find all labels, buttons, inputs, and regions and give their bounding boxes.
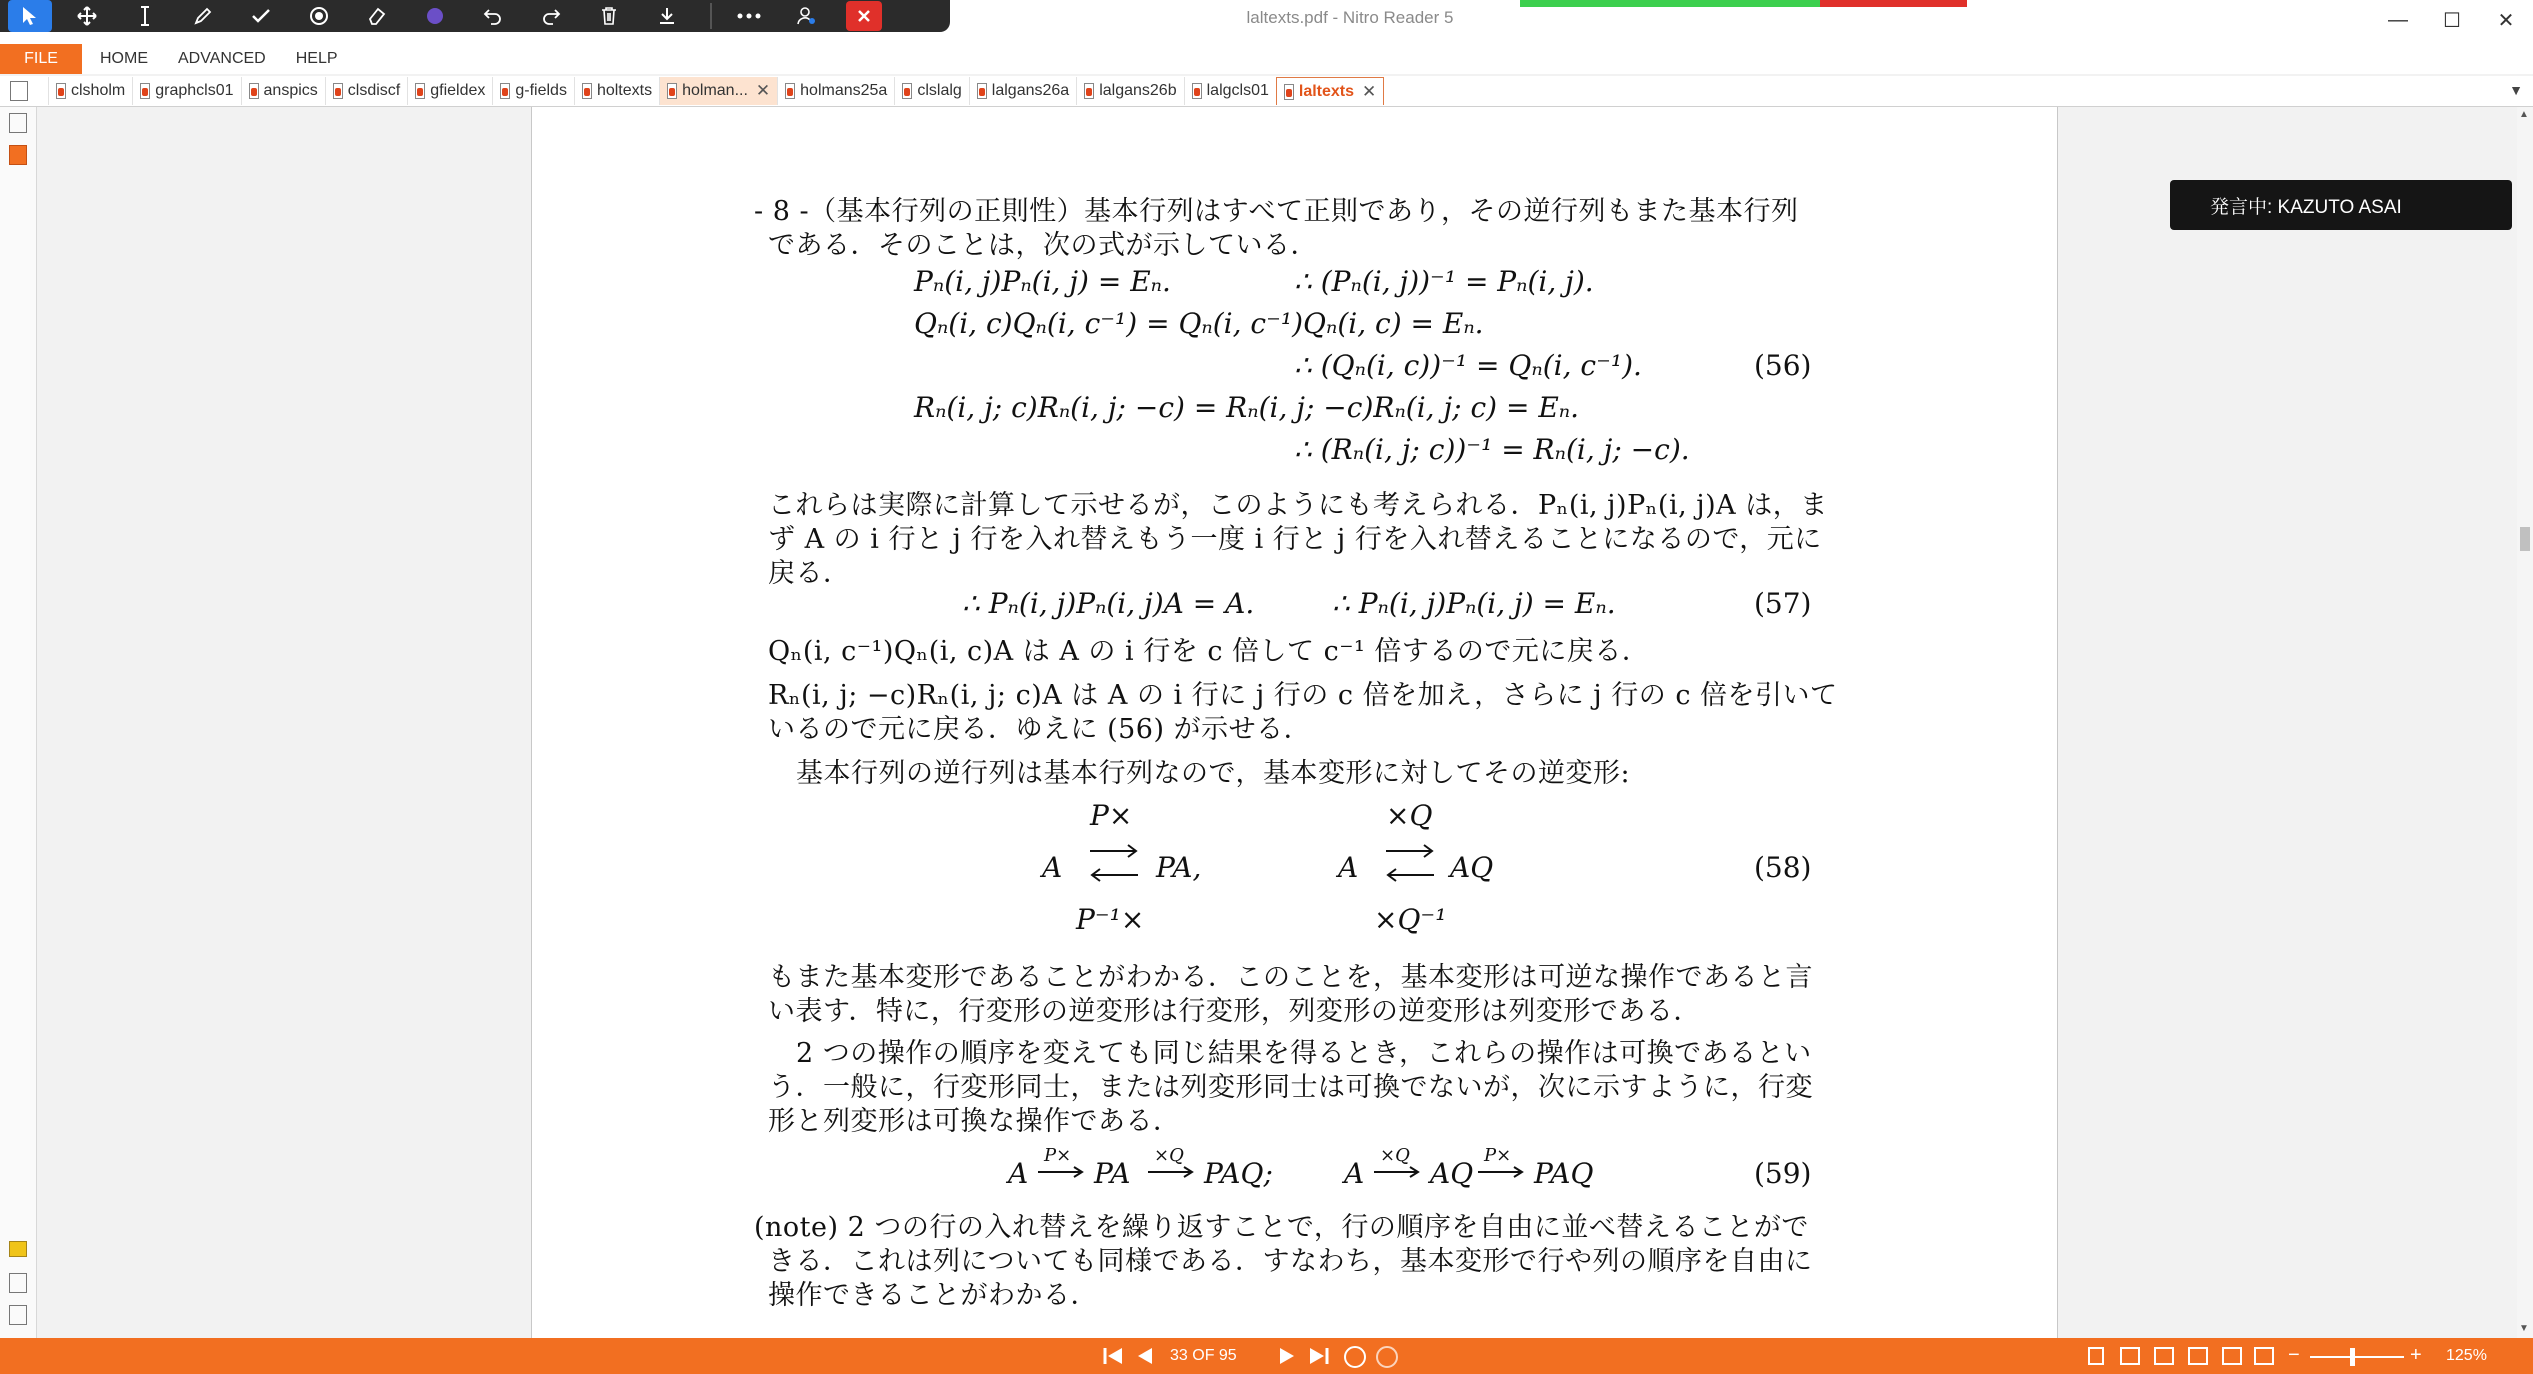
status-bar bbox=[0, 1338, 2533, 1374]
first-page-icon[interactable] bbox=[1102, 1344, 1124, 1368]
equation-number: (59) bbox=[1754, 1157, 1812, 1190]
pdf-icon bbox=[56, 83, 66, 99]
close-window-button[interactable]: ✕ bbox=[2497, 9, 2515, 32]
tab-g-fields[interactable]: g-fields bbox=[492, 77, 574, 105]
pdf-icon bbox=[500, 83, 510, 99]
annotation-toolbar bbox=[0, 0, 950, 32]
pdf-icon bbox=[249, 83, 259, 99]
previous-page-icon[interactable] bbox=[1136, 1344, 1154, 1368]
paragraph-line: 形と列変形は可換な操作である． bbox=[768, 1106, 1181, 1137]
paragraph-line: きる．これは列についても同様である．すなわち，基本変形で行や列の順序を自由に bbox=[768, 1246, 1813, 1277]
zoom-slider-thumb[interactable] bbox=[2350, 1348, 2355, 1366]
tab-laltexts[interactable]: laltexts ✕ bbox=[1276, 77, 1384, 105]
diagram-label: AQ bbox=[1450, 851, 1494, 884]
equation: ∴ Pₙ(i, j)Pₙ(i, j) = Eₙ. bbox=[1332, 587, 1616, 620]
document-viewer[interactable] bbox=[37, 107, 2517, 1338]
menu-help[interactable]: HELP bbox=[295, 50, 338, 67]
equation: Qₙ(i, c)Qₙ(i, c⁻¹) = Qₙ(i, c⁻¹)Qₙ(i, c) = Eₙ. bbox=[914, 307, 1484, 340]
tab-holman[interactable]: holman... ✕ bbox=[659, 77, 777, 105]
equation-term: AQ bbox=[1430, 1157, 1474, 1190]
diagram-label: PA, bbox=[1156, 851, 1202, 884]
paragraph-line: ず A の i 行と j 行を入れ替えもう一度 i 行と j 行を入れ替えることになるので，元に bbox=[768, 524, 1822, 555]
color-picker-icon[interactable] bbox=[412, 0, 458, 32]
toolbar-separator bbox=[710, 3, 712, 29]
paragraph-line: これらは実際に計算して示せるが，このようにも考えられる．Pₙ(i, j)Pₙ(i, j)A は，ま bbox=[768, 490, 1828, 521]
stamp-icon[interactable] bbox=[296, 0, 342, 32]
paragraph-line: いるので元に戻る．ゆえに (56) が示せる． bbox=[768, 714, 1312, 745]
paragraph-line: Qₙ(i, c⁻¹)Qₙ(i, c)A は A の i 行を c 倍して c⁻¹ 倍するので元に戻る． bbox=[768, 636, 1650, 667]
equation-number: (57) bbox=[1754, 587, 1812, 620]
pdf-icon bbox=[667, 83, 677, 99]
equation-term: PAQ; bbox=[1204, 1157, 1273, 1190]
text-cursor-icon[interactable] bbox=[122, 0, 168, 32]
tab-anspics[interactable]: anspics bbox=[241, 77, 325, 105]
pdf-icon bbox=[1284, 84, 1294, 100]
download-icon[interactable] bbox=[644, 0, 690, 32]
arrow-label: ×Q bbox=[1380, 1145, 1410, 1166]
arrow-label: ×Q bbox=[1154, 1145, 1184, 1166]
right-arrow-icon bbox=[1146, 1165, 1196, 1179]
paragraph-line: もまた基本変形であることがわかる．このことを，基本変形は可逆な操作であると言 bbox=[768, 962, 1813, 993]
pen-icon[interactable] bbox=[180, 0, 226, 32]
paragraph-line: 操作できることがわかる． bbox=[768, 1280, 1098, 1311]
equation: ∴ Pₙ(i, j)Pₙ(i, j)A = A. bbox=[962, 587, 1255, 620]
pdf-icon bbox=[902, 83, 912, 99]
pdf-icon bbox=[977, 83, 987, 99]
tab-graphcls01[interactable]: graphcls01 bbox=[132, 77, 240, 105]
equation: ∴ (Qₙ(i, c))⁻¹ = Qₙ(i, c⁻¹). bbox=[1294, 349, 1642, 382]
pdf-icon bbox=[582, 83, 592, 99]
equation-term: PAQ bbox=[1534, 1157, 1594, 1190]
menu-advanced[interactable]: ADVANCED bbox=[178, 50, 266, 67]
double-arrow-icon bbox=[1384, 841, 1436, 885]
tab-lalgans26a[interactable]: lalgans26a bbox=[969, 77, 1076, 105]
tab-close-icon[interactable]: ✕ bbox=[1362, 81, 1377, 101]
paragraph-line: 戻る． bbox=[768, 558, 851, 589]
diagram-label: P⁻¹× bbox=[1076, 903, 1145, 936]
tab-lalgcls01[interactable]: lalgcls01 bbox=[1184, 77, 1276, 105]
scroll-down-icon[interactable]: ▼ bbox=[2519, 1323, 2529, 1334]
minimize-button[interactable]: — bbox=[2388, 8, 2408, 31]
right-arrow-icon bbox=[1036, 1165, 1086, 1179]
diagram-label: P× bbox=[1090, 799, 1133, 832]
tab-clsdiscf[interactable]: clsdiscf bbox=[325, 77, 407, 105]
previous-view-icon[interactable] bbox=[1344, 1346, 1366, 1368]
document-tab-bar bbox=[0, 76, 2533, 107]
menu-bar bbox=[0, 44, 2533, 74]
pages-panel-icon[interactable] bbox=[9, 113, 27, 133]
scroll-up-icon[interactable]: ▲ bbox=[2519, 109, 2529, 120]
paragraph-line: - 8 -（基本行列の正則性）基本行列はすべて正則であり，その逆行列もまた基本行列 bbox=[754, 196, 1799, 227]
last-page-icon[interactable] bbox=[1308, 1344, 1330, 1368]
select-tool-icon[interactable] bbox=[8, 0, 52, 32]
paragraph-line: う．一般に，行変形同士，または列変形同士は可換でないが，次に示すように，行変 bbox=[768, 1072, 1813, 1103]
continuous-view-icon[interactable] bbox=[2120, 1347, 2140, 1365]
diagram-label: ×Q⁻¹ bbox=[1374, 903, 1447, 936]
paragraph-line: Rₙ(i, j; −c)Rₙ(i, j; c)A は A の i 行に j 行の c 倍を加え，さらに j 行の c 倍を引いて bbox=[768, 680, 1838, 711]
comments-panel-icon[interactable] bbox=[9, 1241, 27, 1257]
paragraph-line: 基本行列の逆行列は基本行列なので，基本変形に対してその逆変形: bbox=[796, 758, 1631, 789]
pdf-icon bbox=[1192, 83, 1202, 99]
page-indicator[interactable]: 33 OF 95 bbox=[1170, 1347, 1237, 1364]
arrow-label: P× bbox=[1044, 1145, 1072, 1166]
zoom-out-button[interactable]: − bbox=[2288, 1344, 2300, 1366]
tab-close-icon[interactable]: ✕ bbox=[755, 81, 771, 100]
diagram-label: A bbox=[1042, 851, 1063, 884]
tab-gfieldex[interactable]: gfieldex bbox=[407, 77, 492, 105]
continuous-facing-view-icon[interactable] bbox=[2188, 1347, 2208, 1365]
right-arrow-icon bbox=[1476, 1165, 1526, 1179]
diagram-label: A bbox=[1338, 851, 1359, 884]
pdf-icon bbox=[140, 83, 150, 99]
window-title: laltexts.pdf - Nitro Reader 5 bbox=[1246, 8, 1454, 27]
title-bar bbox=[0, 0, 2533, 48]
paragraph-line: (note) 2 つの行の入れ替えを繰り返すことで，行の順序を自由に並べ替えることがで bbox=[754, 1212, 1809, 1243]
left-side-panel bbox=[0, 107, 37, 1338]
arrow-label: P× bbox=[1484, 1145, 1512, 1166]
equation: Pₙ(i, j)Pₙ(i, j) = Eₙ. bbox=[914, 265, 1171, 298]
tab-lalgans26b[interactable]: lalgans26b bbox=[1076, 77, 1183, 105]
zoom-in-button[interactable]: + bbox=[2410, 1344, 2422, 1366]
menu-file[interactable]: FILE bbox=[0, 44, 82, 74]
paragraph-line: い表す．特に，行変形の逆変形は行変形，列変形の逆変形は列変形である． bbox=[768, 996, 1701, 1027]
equation-term: PA bbox=[1094, 1157, 1131, 1190]
equation: ∴ (Rₙ(i, j; c))⁻¹ = Rₙ(i, j; −c). bbox=[1294, 433, 1690, 466]
tab-holtexts[interactable]: holtexts bbox=[574, 77, 659, 105]
checkmark-icon[interactable] bbox=[238, 0, 284, 32]
equation-term: A bbox=[1008, 1157, 1029, 1190]
next-page-icon[interactable] bbox=[1278, 1344, 1296, 1368]
bookmarks-panel-icon[interactable] bbox=[9, 145, 27, 165]
equation: Rₙ(i, j; c)Rₙ(i, j; −c) = Rₙ(i, j; −c)Rₙ(i, j; c) = Eₙ. bbox=[914, 391, 1580, 424]
close-toolbar-icon[interactable] bbox=[846, 1, 882, 31]
diagram-label: ×Q bbox=[1386, 799, 1433, 832]
pdf-page bbox=[531, 107, 2058, 1338]
fullscreen-icon[interactable] bbox=[2254, 1347, 2274, 1365]
double-arrow-icon bbox=[1088, 841, 1140, 885]
recording-indicator-green bbox=[1520, 0, 1820, 7]
equation-term: A bbox=[1344, 1157, 1365, 1190]
pdf-icon bbox=[415, 83, 425, 99]
next-view-icon[interactable] bbox=[1376, 1346, 1398, 1368]
equation: ∴ (Pₙ(i, j))⁻¹ = Pₙ(i, j). bbox=[1294, 265, 1594, 298]
facing-view-icon[interactable] bbox=[2154, 1347, 2174, 1365]
tab-overflow-icon[interactable]: ▼ bbox=[2509, 82, 2523, 98]
properties-panel-icon[interactable] bbox=[9, 1305, 27, 1325]
equation-number: (56) bbox=[1754, 349, 1812, 382]
redo-icon[interactable] bbox=[528, 0, 574, 32]
paragraph-line: 2 つの操作の順序を変えても同じ結果を得るとき，これらの操作は可換であるとい bbox=[796, 1038, 1812, 1069]
user-settings-icon[interactable] bbox=[784, 0, 830, 32]
pan-tool-icon[interactable] bbox=[64, 0, 110, 32]
recording-indicator-red bbox=[1820, 0, 1967, 7]
paragraph-line: である．そのことは，次の式が示している． bbox=[768, 230, 1318, 261]
maximize-button[interactable]: ☐ bbox=[2443, 9, 2461, 32]
scrollbar-thumb[interactable] bbox=[2520, 527, 2530, 551]
vertical-scrollbar[interactable] bbox=[2517, 107, 2533, 1338]
pdf-icon bbox=[333, 83, 343, 99]
document-list-icon[interactable] bbox=[10, 81, 28, 101]
undo-icon[interactable] bbox=[470, 0, 516, 32]
right-arrow-icon bbox=[1372, 1165, 1422, 1179]
attachments-panel-icon[interactable] bbox=[9, 1273, 27, 1293]
single-page-view-icon[interactable] bbox=[2088, 1347, 2104, 1365]
eraser-icon[interactable] bbox=[354, 0, 400, 32]
trash-icon[interactable] bbox=[586, 0, 632, 32]
pdf-icon bbox=[1084, 83, 1094, 99]
equation-number: (58) bbox=[1754, 851, 1812, 884]
tab-holmans25a[interactable]: holmans25a bbox=[777, 77, 894, 105]
tab-clsholm[interactable]: clsholm bbox=[48, 77, 132, 105]
more-icon[interactable] bbox=[726, 0, 772, 32]
menu-home[interactable]: HOME bbox=[100, 50, 148, 67]
speaking-indicator: 発言中: KAZUTO ASAI bbox=[2170, 180, 2512, 230]
zoom-slider-track[interactable] bbox=[2310, 1356, 2404, 1358]
zoom-level[interactable]: 125% bbox=[2446, 1347, 2487, 1364]
tab-clslalg[interactable]: clslalg bbox=[894, 77, 968, 105]
pdf-icon bbox=[785, 83, 795, 99]
reading-mode-icon[interactable] bbox=[2222, 1347, 2242, 1365]
